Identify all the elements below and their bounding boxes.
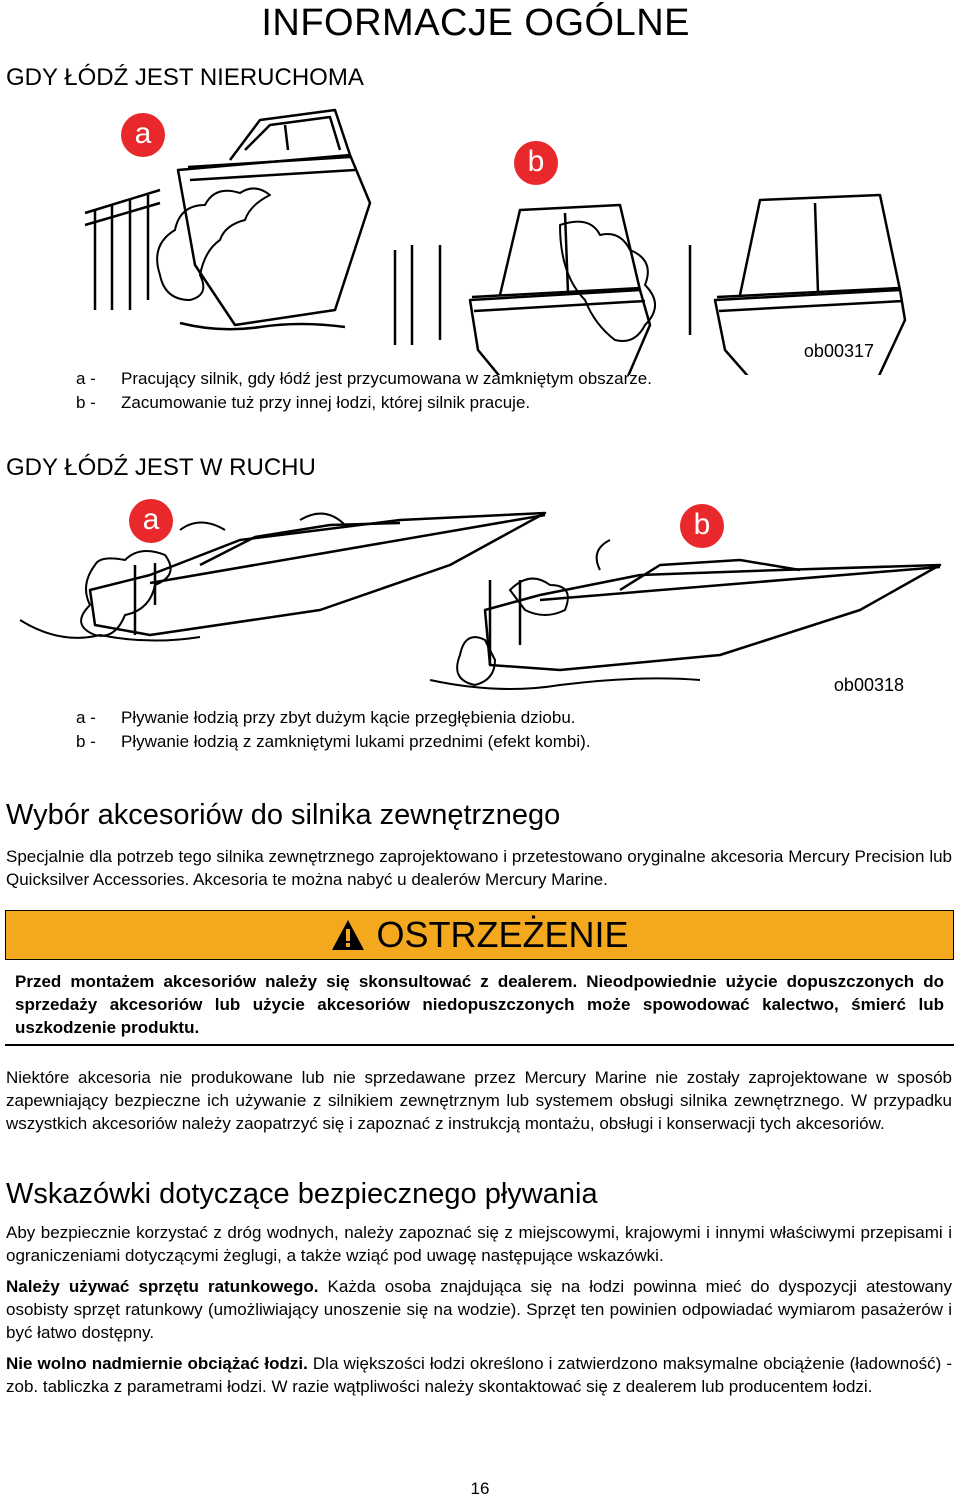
warning-header [5, 910, 954, 960]
warning-triangle-icon [330, 918, 366, 952]
badge-b-label: b [527, 145, 545, 178]
page-header-title: INFORMACJE OGÓLNE [261, 2, 690, 44]
dock-drawing [85, 190, 160, 310]
exhaust-cloud-b [560, 222, 655, 341]
legend-key: a - [76, 708, 96, 727]
legend-key: b - [76, 393, 96, 412]
paragraph-safety-item-1 [6, 1275, 952, 1344]
safety-item-text: Dla większości łodzi określono i zatwierdzono maksymalne obciążenie (ładowność) - zob. tabliczka z parametrami łodzi. W razie wątpliwości należy skontaktować się z dealerem lub producentem łodzi. [6, 1354, 953, 1396]
figure-code-stationary: ob00317 [803, 341, 874, 361]
legend-text: Pływanie łodzią z zamkniętymi lukami przednimi (efekt kombi). [121, 732, 591, 751]
exhaust-cloud-a [157, 188, 270, 300]
legend-text: Pływanie łodzią przy zbyt dużym kącie przegłębienia dziobu. [121, 708, 576, 727]
paragraph-safety-intro: Aby bezpiecznie korzystać z dróg wodnych, należy zapoznać się z miejscowymi, krajowymi i innymi właściwymi przepisami i ograniczeniami dotyczącymi żeglugi, a także wziąć pod uwagę następujące wskazówki. [6, 1223, 952, 1265]
paragraph-accessories-intro: Specjalnie dla potrzeb tego silnika zewnętrznego zaprojektowano i przetestowano oryginalne akcesoria Mercury Precision lub Quicksilver Accessories. Akcesoria te można nabyć u dealerów Mercury Marine. [6, 847, 952, 889]
legend-key: a - [76, 369, 96, 388]
page-number: 16 [470, 1479, 490, 1498]
safety-item-lead: Należy używać sprzętu ratunkowego. [6, 1277, 319, 1296]
legend-text: Pracujący silnik, gdy łódź jest przycumowana w zamkniętym obszarze. [121, 369, 652, 388]
warning-bottom-rule [5, 1044, 954, 1046]
legend-item [76, 391, 652, 415]
paragraph-safety-item-2 [6, 1352, 952, 1398]
heading-safety: Wskazówki dotyczące bezpiecznego pływania [6, 1178, 598, 1210]
safety-item-text: Każda osoba znajdująca się na łodzi powinna mieć do dyspozycji atestowany osobisty sprzęt ratunkowy (umożliwiający unoszenie się na wodzie). Sprzęt ten powinien odpowiadać wymiarom pasażerów i być łatwo dostępny. [6, 1277, 953, 1342]
badge-a-moving-label: a [142, 503, 160, 536]
legend-moving [76, 706, 591, 754]
figure-code-moving: ob00318 [833, 675, 904, 695]
legend-item [76, 730, 591, 754]
boat-b-left-drawing [395, 205, 650, 375]
badge-b-moving-label: b [693, 508, 711, 541]
paragraph-accessories-note: Niektóre akcesoria nie produkowane lub nie sprzedawane przez Mercury Marine nie zostały zaprojektowane w sposób zapewniający bezpieczne ich używanie z silnikiem zewnętrznym lub systemem obsługi silnika zewnętrznego. W przypadku wszystkich akcesoriów należy zaopatrzyć się i zapoznać z instrukcją montażu, obsługi i konserwacji tych akcesoriów. [6, 1068, 952, 1133]
boat-a-drawing [178, 110, 370, 329]
legend-key: b - [76, 732, 96, 751]
figure-moving [0, 495, 960, 695]
warning-box [5, 910, 954, 1046]
legend-item [76, 706, 591, 730]
heading-accessories: Wybór akcesoriów do silnika zewnętrznego [6, 799, 561, 831]
section-title-stationary: GDY ŁÓDŹ JEST NIERUCHOMA [6, 64, 364, 91]
legend-text: Zacumowanie tuż przy innej łodzi, której silnik pracuje. [121, 393, 531, 412]
warning-label: OSTRZEŻENIE [376, 914, 629, 955]
legend-stationary [76, 367, 652, 415]
legend-item [76, 367, 652, 391]
safety-item-lead: Nie wolno nadmiernie obciążać łodzi. [6, 1354, 308, 1373]
warning-text: Przed montażem akcesoriów należy się skonsultować z dealerem. Nieodpowiednie użycie dopuszczonych do sprzedaży akcesoriów lub użycie akcesoriów niedopuszczonych może spowodować kalectwo, śmierć lub uszkodzenie produktu. [15, 972, 944, 1037]
section-title-moving: GDY ŁÓDŹ JEST W RUCHU [6, 454, 316, 481]
badge-a-label: a [134, 117, 152, 150]
figure-stationary [0, 95, 960, 375]
